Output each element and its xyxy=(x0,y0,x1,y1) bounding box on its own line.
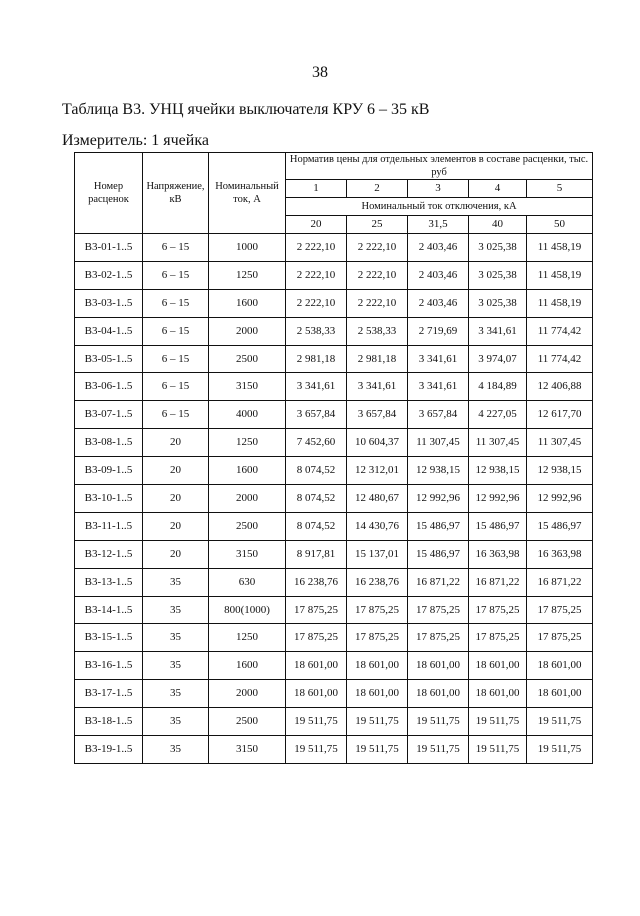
table-row xyxy=(75,708,593,736)
cell-price: 11 458,19 xyxy=(527,289,593,317)
cell-current: 2500 xyxy=(209,512,286,540)
cell-price: 19 511,75 xyxy=(527,736,593,764)
cell-current: 2500 xyxy=(209,708,286,736)
cell-current: 3150 xyxy=(209,540,286,568)
cell-current: 4000 xyxy=(209,401,286,429)
cell-price: 2 222,10 xyxy=(286,289,347,317)
cell-price: 18 601,00 xyxy=(527,680,593,708)
cell-price: 18 601,00 xyxy=(347,680,408,708)
price-table xyxy=(74,152,593,764)
cell-price: 12 406,88 xyxy=(527,373,593,401)
cell-voltage: 20 xyxy=(143,512,209,540)
table-row xyxy=(75,345,593,373)
cell-price: 17 875,25 xyxy=(527,596,593,624)
cell-price: 19 511,75 xyxy=(347,736,408,764)
cell-current: 2000 xyxy=(209,680,286,708)
cell-price: 12 938,15 xyxy=(408,457,469,485)
cell-voltage: 35 xyxy=(143,652,209,680)
cell-price: 15 486,97 xyxy=(408,540,469,568)
header-breaking-value: 50 xyxy=(527,216,593,234)
cell-price: 19 511,75 xyxy=(286,708,347,736)
table-row xyxy=(75,261,593,289)
cell-price: 8 074,52 xyxy=(286,485,347,513)
cell-price: 11 307,45 xyxy=(408,429,469,457)
cell-price: 4 184,89 xyxy=(469,373,527,401)
cell-voltage: 6 – 15 xyxy=(143,401,209,429)
table-row xyxy=(75,652,593,680)
cell-price: 19 511,75 xyxy=(347,708,408,736)
header-element-number: 5 xyxy=(527,180,593,198)
header-element-number: 3 xyxy=(408,180,469,198)
cell-price: 3 657,84 xyxy=(408,401,469,429)
cell-voltage: 6 – 15 xyxy=(143,345,209,373)
header-normative: Норматив цены для отдельных элементов в составе расценки, тыс. руб xyxy=(286,153,593,180)
table-row xyxy=(75,680,593,708)
cell-price: 19 511,75 xyxy=(408,736,469,764)
cell-price: 17 875,25 xyxy=(469,624,527,652)
cell-code: В3-17-1..5 xyxy=(75,680,143,708)
cell-price: 8 917,81 xyxy=(286,540,347,568)
header-breaking-value: 40 xyxy=(469,216,527,234)
cell-price: 2 981,18 xyxy=(347,345,408,373)
table-row xyxy=(75,512,593,540)
cell-price: 15 486,97 xyxy=(408,512,469,540)
header-breaking-value: 31,5 xyxy=(408,216,469,234)
cell-price: 12 992,96 xyxy=(408,485,469,513)
cell-price: 12 617,70 xyxy=(527,401,593,429)
cell-price: 8 074,52 xyxy=(286,512,347,540)
cell-price: 3 025,38 xyxy=(469,289,527,317)
cell-price: 11 774,42 xyxy=(527,317,593,345)
cell-price: 12 992,96 xyxy=(469,485,527,513)
cell-price: 7 452,60 xyxy=(286,429,347,457)
cell-price: 18 601,00 xyxy=(527,652,593,680)
header-element-number: 2 xyxy=(347,180,408,198)
table-row xyxy=(75,568,593,596)
cell-code: В3-07-1..5 xyxy=(75,401,143,429)
cell-price: 15 137,01 xyxy=(347,540,408,568)
cell-price: 16 238,76 xyxy=(286,568,347,596)
cell-current: 1250 xyxy=(209,624,286,652)
cell-price: 2 403,46 xyxy=(408,289,469,317)
cell-price: 19 511,75 xyxy=(469,708,527,736)
cell-code: В3-08-1..5 xyxy=(75,429,143,457)
page-number: 38 xyxy=(312,64,328,81)
cell-price: 2 222,10 xyxy=(347,261,408,289)
cell-price: 3 341,61 xyxy=(408,373,469,401)
cell-price: 11 774,42 xyxy=(527,345,593,373)
cell-price: 16 871,22 xyxy=(527,568,593,596)
cell-voltage: 6 – 15 xyxy=(143,289,209,317)
cell-price: 18 601,00 xyxy=(286,680,347,708)
cell-code: В3-14-1..5 xyxy=(75,596,143,624)
table-row xyxy=(75,234,593,262)
cell-voltage: 6 – 15 xyxy=(143,234,209,262)
cell-price: 18 601,00 xyxy=(408,652,469,680)
cell-price: 19 511,75 xyxy=(286,736,347,764)
cell-price: 3 657,84 xyxy=(286,401,347,429)
cell-price: 18 601,00 xyxy=(469,652,527,680)
cell-voltage: 35 xyxy=(143,680,209,708)
header-breaking-value: 20 xyxy=(286,216,347,234)
cell-price: 12 938,15 xyxy=(527,457,593,485)
cell-price: 3 341,61 xyxy=(469,317,527,345)
cell-price: 17 875,25 xyxy=(286,596,347,624)
cell-code: В3-16-1..5 xyxy=(75,652,143,680)
table-row xyxy=(75,373,593,401)
cell-current: 1600 xyxy=(209,457,286,485)
cell-code: В3-09-1..5 xyxy=(75,457,143,485)
cell-current: 1250 xyxy=(209,429,286,457)
cell-price: 16 363,98 xyxy=(469,540,527,568)
cell-current: 2000 xyxy=(209,317,286,345)
cell-price: 15 486,97 xyxy=(469,512,527,540)
cell-current: 2500 xyxy=(209,345,286,373)
cell-price: 11 458,19 xyxy=(527,261,593,289)
cell-voltage: 35 xyxy=(143,708,209,736)
cell-voltage: 20 xyxy=(143,429,209,457)
table-row xyxy=(75,624,593,652)
cell-code: В3-05-1..5 xyxy=(75,345,143,373)
cell-code: В3-15-1..5 xyxy=(75,624,143,652)
cell-price: 2 222,10 xyxy=(347,234,408,262)
cell-current: 3150 xyxy=(209,373,286,401)
cell-price: 3 657,84 xyxy=(347,401,408,429)
cell-current: 1600 xyxy=(209,652,286,680)
cell-price: 12 938,15 xyxy=(469,457,527,485)
cell-price: 16 238,76 xyxy=(347,568,408,596)
cell-code: В3-18-1..5 xyxy=(75,708,143,736)
cell-code: В3-12-1..5 xyxy=(75,540,143,568)
cell-price: 17 875,25 xyxy=(469,596,527,624)
cell-code: В3-02-1..5 xyxy=(75,261,143,289)
cell-price: 2 538,33 xyxy=(347,317,408,345)
cell-price: 3 341,61 xyxy=(408,345,469,373)
cell-price: 3 025,38 xyxy=(469,234,527,262)
cell-voltage: 35 xyxy=(143,624,209,652)
table-row xyxy=(75,401,593,429)
cell-code: В3-13-1..5 xyxy=(75,568,143,596)
table-row xyxy=(75,736,593,764)
header-rate-no: Номер расценок xyxy=(75,153,143,234)
cell-current: 1000 xyxy=(209,234,286,262)
cell-code: В3-06-1..5 xyxy=(75,373,143,401)
cell-price: 14 430,76 xyxy=(347,512,408,540)
cell-price: 17 875,25 xyxy=(408,596,469,624)
cell-price: 12 312,01 xyxy=(347,457,408,485)
cell-price: 19 511,75 xyxy=(527,708,593,736)
table-meter: Измеритель: 1 ячейка xyxy=(62,132,209,149)
header-breaking-value: 25 xyxy=(347,216,408,234)
header-breaking-current: Номинальный ток отключения, кА xyxy=(286,198,593,216)
cell-voltage: 6 – 15 xyxy=(143,261,209,289)
cell-code: В3-04-1..5 xyxy=(75,317,143,345)
cell-voltage: 35 xyxy=(143,596,209,624)
cell-price: 12 480,67 xyxy=(347,485,408,513)
cell-price: 8 074,52 xyxy=(286,457,347,485)
cell-code: В3-19-1..5 xyxy=(75,736,143,764)
table-header xyxy=(75,153,593,234)
cell-price: 18 601,00 xyxy=(347,652,408,680)
table-row xyxy=(75,457,593,485)
cell-price: 17 875,25 xyxy=(286,624,347,652)
table-row xyxy=(75,485,593,513)
header-voltage: Напряжение, кВ xyxy=(143,153,209,234)
cell-voltage: 6 – 15 xyxy=(143,317,209,345)
cell-price: 3 341,61 xyxy=(286,373,347,401)
header-element-number: 4 xyxy=(469,180,527,198)
cell-price: 2 981,18 xyxy=(286,345,347,373)
cell-code: В3-11-1..5 xyxy=(75,512,143,540)
cell-price: 19 511,75 xyxy=(408,708,469,736)
cell-price: 16 871,22 xyxy=(408,568,469,596)
cell-current: 800(1000) xyxy=(209,596,286,624)
cell-price: 4 227,05 xyxy=(469,401,527,429)
cell-price: 17 875,25 xyxy=(347,596,408,624)
cell-voltage: 20 xyxy=(143,540,209,568)
cell-voltage: 20 xyxy=(143,485,209,513)
table-row xyxy=(75,540,593,568)
cell-code: В3-01-1..5 xyxy=(75,234,143,262)
cell-price: 11 307,45 xyxy=(469,429,527,457)
table-row xyxy=(75,317,593,345)
cell-price: 18 601,00 xyxy=(469,680,527,708)
cell-price: 3 974,07 xyxy=(469,345,527,373)
cell-price: 16 363,98 xyxy=(527,540,593,568)
header-nominal-current: Номинальный ток, А xyxy=(209,153,286,234)
cell-price: 17 875,25 xyxy=(527,624,593,652)
cell-price: 18 601,00 xyxy=(286,652,347,680)
cell-price: 16 871,22 xyxy=(469,568,527,596)
cell-price: 17 875,25 xyxy=(408,624,469,652)
cell-price: 2 538,33 xyxy=(286,317,347,345)
cell-price: 2 222,10 xyxy=(347,289,408,317)
cell-price: 11 307,45 xyxy=(527,429,593,457)
table-body xyxy=(75,234,593,764)
cell-current: 3150 xyxy=(209,736,286,764)
cell-voltage: 20 xyxy=(143,457,209,485)
cell-price: 3 025,38 xyxy=(469,261,527,289)
cell-price: 3 341,61 xyxy=(347,373,408,401)
cell-price: 2 403,46 xyxy=(408,261,469,289)
cell-current: 1600 xyxy=(209,289,286,317)
header-element-number: 1 xyxy=(286,180,347,198)
table-row xyxy=(75,429,593,457)
cell-price: 17 875,25 xyxy=(347,624,408,652)
cell-price: 2 403,46 xyxy=(408,234,469,262)
cell-voltage: 35 xyxy=(143,568,209,596)
table-row xyxy=(75,289,593,317)
cell-current: 2000 xyxy=(209,485,286,513)
cell-price: 2 222,10 xyxy=(286,261,347,289)
cell-code: В3-03-1..5 xyxy=(75,289,143,317)
table-row xyxy=(75,596,593,624)
table-title: Таблица В3. УНЦ ячейки выключателя КРУ 6 – 35 кВ xyxy=(62,101,430,118)
cell-price: 15 486,97 xyxy=(527,512,593,540)
cell-current: 630 xyxy=(209,568,286,596)
cell-price: 18 601,00 xyxy=(408,680,469,708)
cell-price: 2 222,10 xyxy=(286,234,347,262)
cell-current: 1250 xyxy=(209,261,286,289)
cell-price: 12 992,96 xyxy=(527,485,593,513)
cell-price: 2 719,69 xyxy=(408,317,469,345)
cell-voltage: 35 xyxy=(143,736,209,764)
cell-price: 10 604,37 xyxy=(347,429,408,457)
cell-price: 19 511,75 xyxy=(469,736,527,764)
cell-voltage: 6 – 15 xyxy=(143,373,209,401)
cell-price: 11 458,19 xyxy=(527,234,593,262)
cell-code: В3-10-1..5 xyxy=(75,485,143,513)
